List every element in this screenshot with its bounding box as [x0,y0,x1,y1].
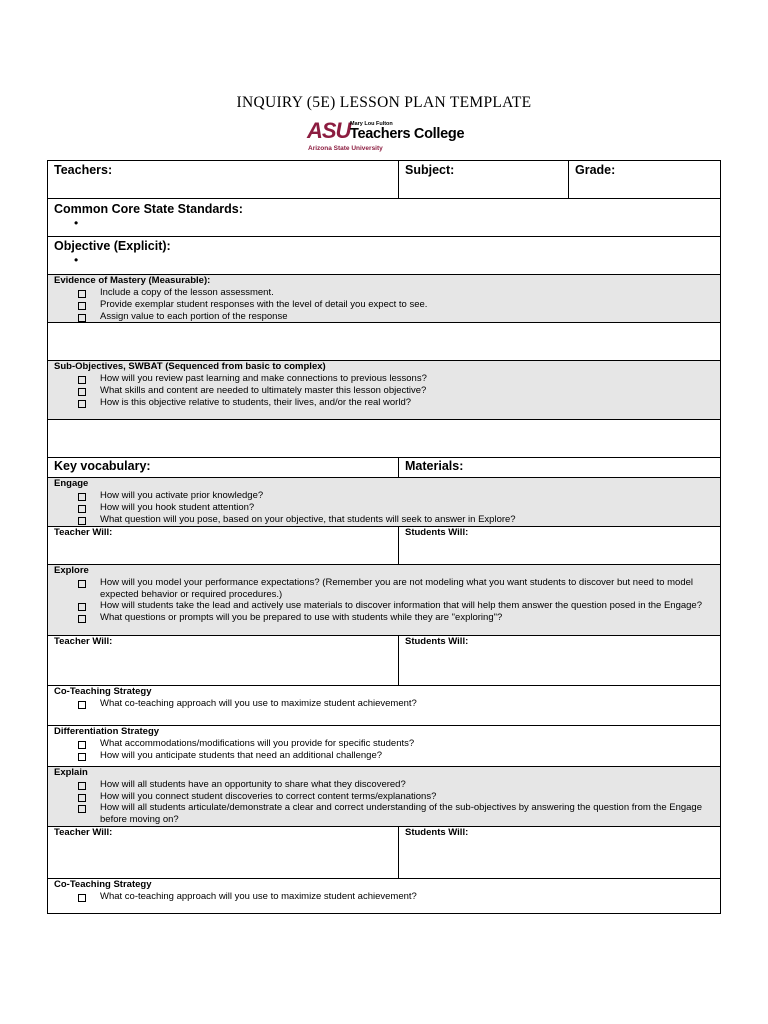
explain-coteaching-section[interactable] [48,878,721,913]
differentiation-item: What accommodations/modifications will you provide for specific students? [78,738,714,750]
subobjectives-item: What skills and content are needed to ultimately master this lesson objective? [78,385,714,397]
teacher-will-label: Teacher Will: [54,526,113,538]
mastery-item: Include a copy of the lesson assessment. [78,287,714,299]
standards-label: Common Core State Standards: [54,202,243,216]
standards-field[interactable] [48,199,721,237]
grade-label: Grade: [575,163,616,177]
engage-teacher-will-field[interactable] [48,526,399,564]
differentiation-label: Differentiation Strategy [54,725,160,737]
logo-college-name: Teachers College [350,126,465,142]
logo-university-name: Arizona State University [308,145,383,152]
page-title: INQUIRY (5E) LESSON PLAN TEMPLATE [236,94,532,111]
differentiation-item: How will you anticipate students that need an additional challenge? [78,750,714,762]
engage-item: How will you hook student attention? [78,502,714,514]
students-will-label: Students Will: [405,635,469,647]
mastery-response-field[interactable] [48,323,721,361]
explore-teacher-will-field[interactable] [48,635,399,685]
explore-item: What questions or prompts will you be prepared to use with students while they are "exploring"? [78,612,714,624]
explain-label: Explain [54,766,88,778]
objective-label: Objective (Explicit): [54,239,171,253]
asu-logo-mark: ASU [307,118,351,143]
logo-small-text: Mary Lou Fulton [350,121,393,127]
explore-item: How will students take the lead and actively use materials to discover information that will help them answer the question posed in the Engage? [78,600,714,612]
engage-item: What question will you pose, based on your objective, that students will seek to answer in Explore? [78,514,714,526]
lesson-plan-table [47,160,721,914]
mastery-item: Assign value to each portion of the response [78,311,714,323]
mastery-item: Provide exemplar student responses with the level of detail you expect to see. [78,299,714,311]
coteaching-item: What co-teaching approach will you use to maximize student achievement? [78,891,714,903]
students-will-label: Students Will: [405,526,469,538]
engage-item: How will you activate prior knowledge? [78,490,714,502]
explore-label: Explore [54,564,89,576]
coteaching-label: Co-Teaching Strategy [54,685,152,697]
standards-bullet: • [74,216,79,230]
subobjectives-label: Sub-Objectives, SWBAT (Sequenced from basic to complex) [54,361,326,373]
explain-item: How will all students have an opportunity to share what they discovered? [78,779,714,791]
subobjectives-item: How will you review past learning and make connections to previous lessons? [78,373,714,385]
subject-label: Subject: [405,163,455,177]
differentiation-section[interactable] [48,725,721,766]
students-will-label: Students Will: [405,826,469,838]
explain-section [48,766,721,826]
grade-field[interactable] [569,161,721,199]
explain-teacher-will-field[interactable] [48,826,399,878]
vocabulary-field[interactable] [48,458,399,478]
vocabulary-label: Key vocabulary: [54,459,151,474]
subobjectives-item: How is this objective relative to students, their lives, and/or the real world? [78,397,714,409]
coteaching-item: What co-teaching approach will you use to maximize student achievement? [78,698,714,710]
explain-item: How will all students articulate/demonstrate a clear and correct understanding of the sub-objectives by answering the question from the Engage before moving on? [78,802,714,826]
explore-item: How will you model your performance expectations? (Remember you are not modeling what you want students to discover but need to model expected behavior or required procedures.) [78,577,714,601]
mastery-label: Evidence of Mastery (Measurable): [54,275,211,286]
materials-label: Materials: [405,459,464,474]
explore-section [48,564,721,635]
mastery-section [48,275,721,323]
objective-field[interactable] [48,237,721,275]
objective-bullet: • [74,253,79,267]
asu-teachers-college-logo [307,120,467,156]
subject-field[interactable] [399,161,569,199]
teacher-will-label: Teacher Will: [54,635,113,647]
coteaching-label: Co-Teaching Strategy [54,878,152,890]
explore-students-will-field[interactable] [399,635,721,685]
engage-label: Engage [54,478,89,490]
subobjectives-section [48,361,721,420]
explain-item: How will you connect student discoveries to correct content terms/explanations? [78,791,714,803]
teachers-field[interactable] [48,161,399,199]
explore-coteaching-section[interactable] [48,685,721,725]
teacher-will-label: Teacher Will: [54,826,113,838]
teachers-label: Teachers: [54,163,113,177]
subobjectives-response-field[interactable] [48,420,721,458]
engage-students-will-field[interactable] [399,526,721,564]
materials-field[interactable] [399,458,721,478]
explain-students-will-field[interactable] [399,826,721,878]
engage-section [48,478,721,526]
